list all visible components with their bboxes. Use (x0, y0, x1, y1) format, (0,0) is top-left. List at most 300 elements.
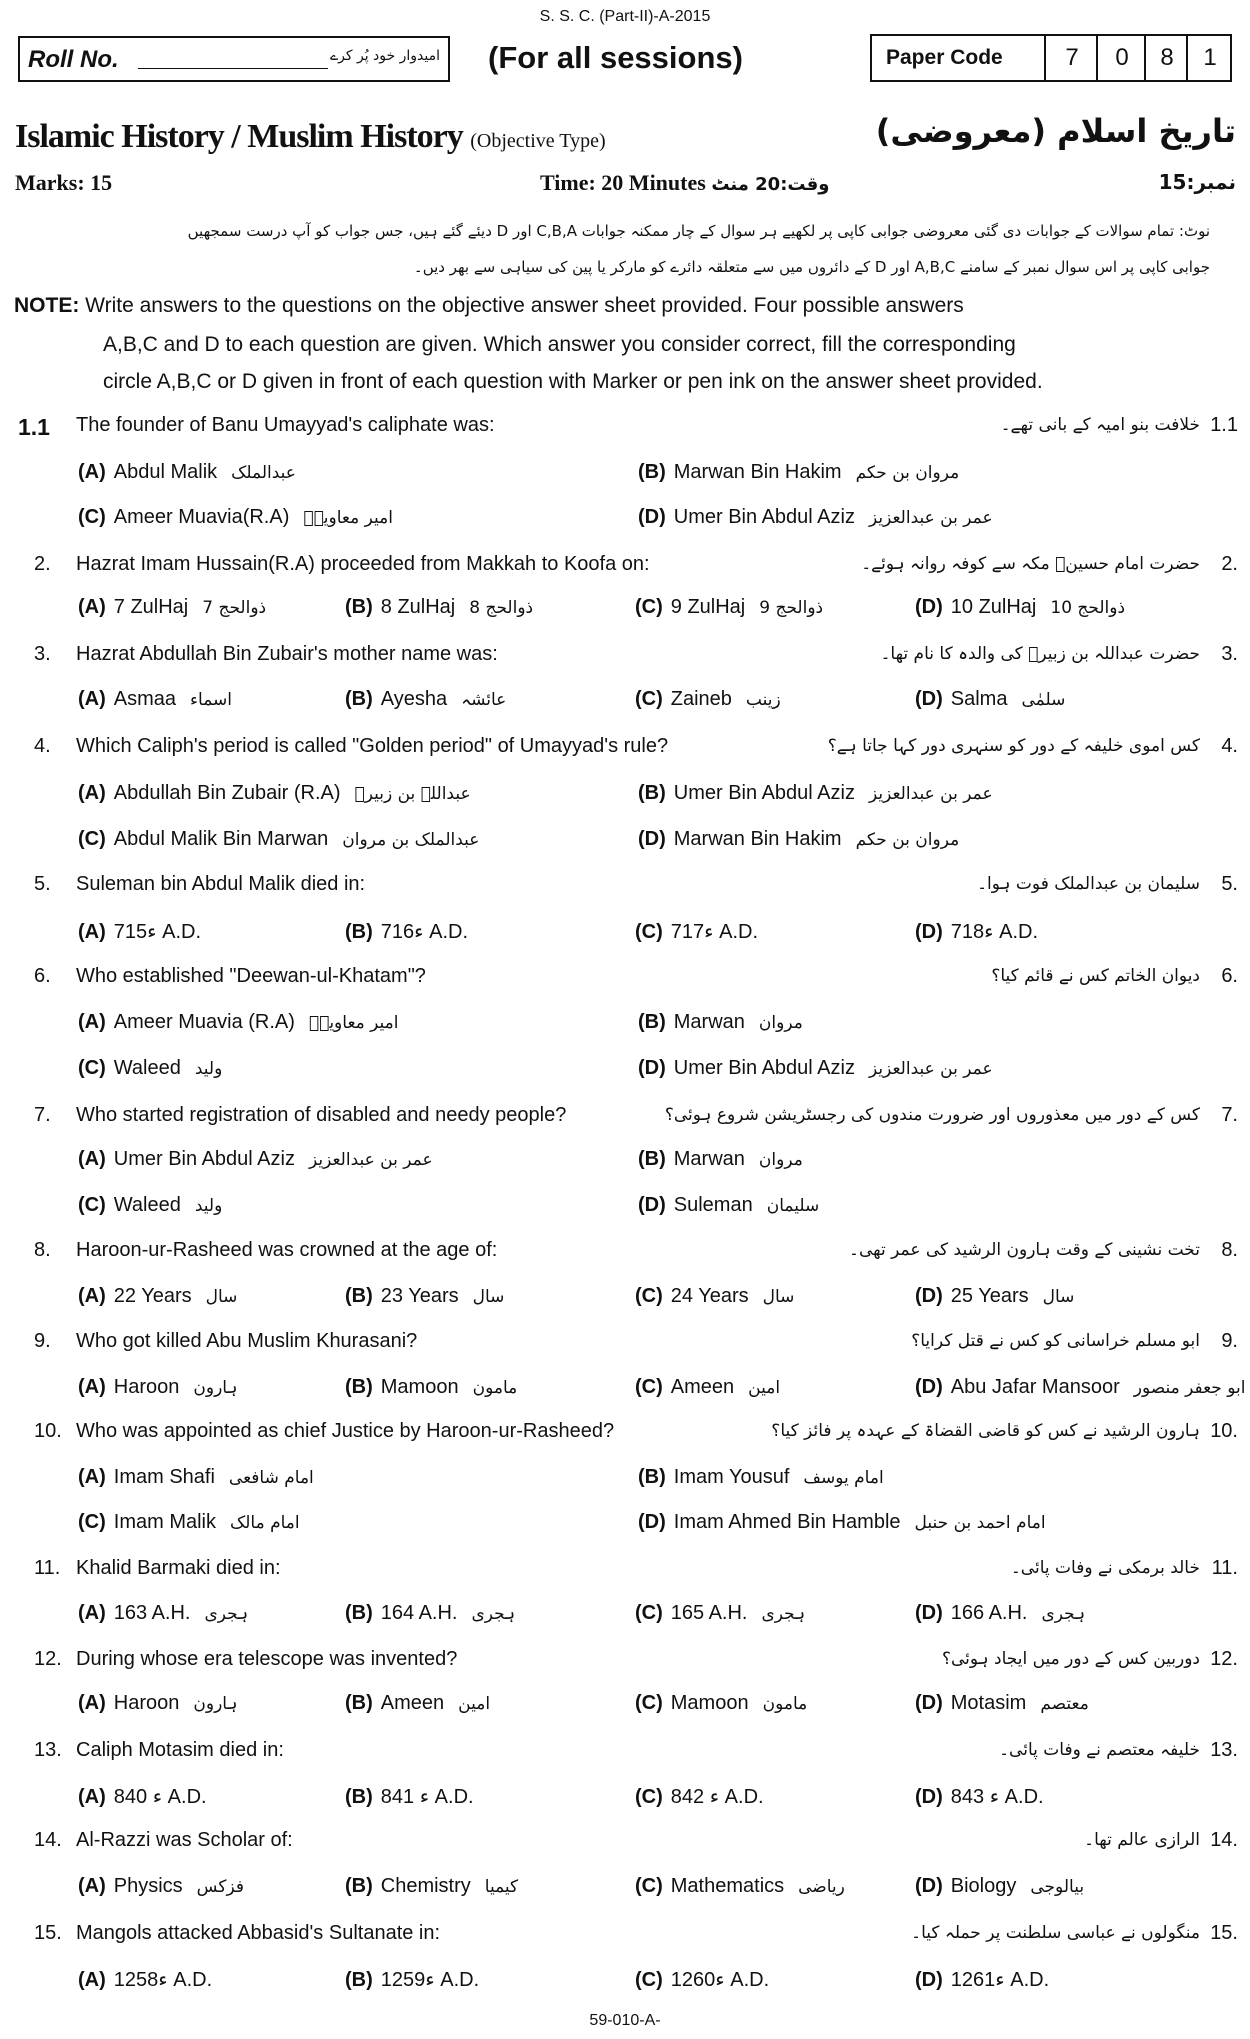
time-urdu: وقت:20 منٹ (711, 174, 830, 195)
option-letter: (A) (78, 1148, 106, 1170)
option-letter: (B) (345, 1875, 373, 1897)
option-urdu: مامون (762, 1694, 808, 1714)
question-number-urdu-side: 7. (1221, 1104, 1238, 1126)
question-urdu: حضرت امام حسینؓ مکہ سے کوفہ روانہ ہوئے۔ (861, 554, 1200, 574)
option-urdu: فزکس (196, 1877, 244, 1897)
option-urdu: امام احمد بن حنبل (914, 1513, 1046, 1533)
option-letter: (D) (915, 1692, 943, 1714)
answer-option[interactable] (915, 1692, 1089, 1715)
question-number-urdu-side: 5. (1221, 873, 1238, 895)
instruction-urdu-line-2: جوابی کاپی پر اس سوال نمبر کے سامنے A,B,C اور D کے دائروں میں سے متعلقہ دائرے کو مارکر یا پین کی سیاہی سے بھر دیں۔ (413, 258, 1210, 276)
footer-code: 59-010-A- (589, 2012, 661, 2029)
roll-number-label: Roll No. (28, 46, 119, 73)
answer-option[interactable] (638, 461, 959, 484)
option-letter: (A) (78, 1969, 106, 1991)
question-number: 15. (34, 1922, 62, 1944)
option-text: 24 Years (670, 1285, 749, 1307)
answer-option[interactable] (345, 1784, 474, 1809)
answer-option[interactable] (78, 1285, 237, 1308)
option-letter: (C) (635, 596, 663, 618)
option-letter: (B) (345, 1285, 373, 1307)
option-text: 164 A.H. (380, 1602, 458, 1624)
option-letter: (B) (345, 1969, 373, 1991)
question-urdu: خلیفہ معتصم نے وفات پائی۔ (999, 1740, 1200, 1760)
answer-option[interactable] (78, 1466, 314, 1489)
note-label: NOTE: (14, 294, 80, 317)
answer-option[interactable] (345, 1376, 517, 1399)
answer-option[interactable] (915, 1875, 1084, 1898)
option-urdu: ولید (194, 1196, 223, 1216)
question-number-urdu-side: 15. (1210, 1922, 1238, 1944)
option-text: 9 ZulHaj (670, 596, 746, 618)
option-text: Salma (950, 688, 1008, 710)
answer-option[interactable] (78, 1057, 222, 1080)
option-text: Ameer Muavia (R.A) (113, 1011, 295, 1033)
note-text-1: Write answers to the questions on the objective answer sheet provided. Four possible answers (85, 294, 964, 317)
option-letter: (C) (635, 1285, 663, 1307)
option-text: Abdul Malik Bin Marwan (113, 828, 329, 850)
answer-option[interactable] (345, 1602, 515, 1625)
question-number: 3. (34, 643, 51, 665)
answer-option[interactable] (635, 1692, 807, 1715)
question-text: Which Caliph's period is called "Golden period" of Umayyad's rule? (76, 735, 669, 757)
option-letter: (C) (78, 1194, 106, 1216)
objective-type: (Objective Type) (470, 130, 606, 152)
question-urdu: دیوان الخاتم کس نے قائم کیا؟ (991, 966, 1200, 986)
option-urdu: سال (205, 1287, 238, 1307)
answer-option[interactable] (638, 828, 959, 851)
option-urdu: عائشہ (461, 690, 507, 710)
option-text: Chemistry (380, 1875, 471, 1897)
option-letter: (B) (638, 1466, 666, 1488)
option-text: Imam Malik (113, 1511, 216, 1533)
option-urdu: سال (762, 1287, 795, 1307)
option-letter: (B) (638, 1148, 666, 1170)
roll-number-box (18, 36, 450, 82)
option-urdu: عبدالملک (231, 463, 296, 483)
option-urdu: مروان بن حکم (855, 830, 960, 850)
option-text: ء1261 A.D. (950, 1969, 1050, 1991)
paper-code-digit: 0 (1096, 36, 1146, 80)
answer-option[interactable] (638, 506, 993, 529)
note-line-3: circle A,B,C or D given in front of each question with Marker or pen ink on the answer sheet provided. (103, 370, 1043, 393)
answer-option[interactable] (78, 596, 266, 619)
option-text: Haroon (113, 1376, 180, 1398)
option-urdu: امام یوسف (803, 1468, 884, 1488)
option-letter: (A) (78, 688, 106, 710)
option-urdu: امام شافعی (228, 1468, 314, 1488)
option-text: 163 A.H. (113, 1602, 191, 1624)
question-number-urdu-side: 6. (1221, 965, 1238, 987)
answer-option[interactable] (638, 1511, 1046, 1534)
answer-option[interactable] (78, 688, 232, 711)
answer-option[interactable] (635, 1285, 794, 1308)
answer-option[interactable] (78, 1602, 248, 1625)
answer-option[interactable] (345, 1692, 490, 1715)
option-letter: (B) (638, 782, 666, 804)
option-letter: (C) (635, 1602, 663, 1624)
answer-option[interactable] (345, 1285, 504, 1308)
question-number: 9. (34, 1330, 51, 1352)
question-number-urdu-side: 11. (1211, 1557, 1238, 1579)
question-urdu: ہارون الرشید نے کس کو قاضی القضاۃ کے عہدہ پر فائز کیا؟ (771, 1421, 1200, 1441)
option-text: 165 A.H. (670, 1602, 748, 1624)
option-text: Physics (113, 1875, 183, 1897)
option-letter: (A) (78, 461, 106, 483)
paper-code-digit: 7 (1044, 36, 1098, 80)
question-number: 8. (34, 1239, 51, 1261)
question-number-urdu-side: 2. (1221, 553, 1238, 575)
option-letter: (D) (915, 921, 943, 943)
option-text: Mamoon (670, 1692, 749, 1714)
question-text: Al-Razzi was Scholar of: (76, 1829, 293, 1851)
option-letter: (A) (78, 1602, 106, 1624)
answer-option[interactable] (638, 1194, 819, 1217)
option-letter: (C) (78, 1057, 106, 1079)
option-urdu: مروان (758, 1013, 803, 1033)
question-number-urdu-side: 8. (1221, 1239, 1238, 1261)
option-text: Umer Bin Abdul Aziz (673, 506, 855, 528)
answer-option[interactable] (635, 1602, 805, 1625)
option-letter: (C) (78, 506, 106, 528)
time-english: Time: 20 Minutes (540, 170, 706, 195)
option-urdu: 8 ذوالحج (469, 598, 534, 618)
answer-option[interactable] (78, 1194, 222, 1217)
answer-option[interactable] (78, 828, 479, 851)
option-letter: (B) (345, 596, 373, 618)
question-number: 7. (34, 1104, 51, 1126)
option-letter: (C) (635, 1875, 663, 1897)
question-number: 10. (34, 1420, 62, 1442)
paper-title (15, 118, 606, 156)
answer-option[interactable] (78, 506, 393, 529)
option-letter: (D) (915, 1969, 943, 1991)
question-text: Mangols attacked Abbasid's Sultanate in: (76, 1922, 441, 1944)
question-number-urdu-side: 9. (1221, 1330, 1238, 1352)
paper-code-digit: 1 (1186, 36, 1232, 80)
option-letter: (C) (635, 1969, 663, 1991)
marks: Marks: 15 (15, 170, 113, 195)
option-urdu: کیمیا (484, 1877, 519, 1897)
question-text: Who was appointed as chief Justice by Haroon-ur-Rasheed? (76, 1420, 615, 1442)
option-urdu: ہجری (204, 1604, 249, 1624)
option-text: Umer Bin Abdul Aziz (113, 1148, 295, 1170)
option-urdu: سلمٰی (1021, 690, 1066, 710)
question-text: Who started registration of disabled and needy people? (76, 1104, 567, 1126)
answer-option[interactable] (915, 1285, 1074, 1308)
option-urdu: عمر بن عبدالعزیز (868, 1059, 993, 1079)
option-letter: (A) (78, 921, 106, 943)
answer-option[interactable] (345, 1967, 479, 1992)
answer-option[interactable] (915, 1602, 1085, 1625)
question-text: Caliph Motasim died in: (76, 1739, 284, 1761)
option-text: ء 840 A.D. (113, 1786, 207, 1808)
option-letter: (A) (78, 596, 106, 618)
option-letter: (C) (78, 1511, 106, 1533)
question-urdu: الرازی عالم تھا۔ (1084, 1830, 1200, 1850)
option-letter: (B) (345, 1376, 373, 1398)
subject-title: Islamic History / Muslim History (15, 118, 463, 155)
option-text: Umer Bin Abdul Aziz (673, 1057, 855, 1079)
option-urdu: ہارون (193, 1378, 238, 1398)
answer-option[interactable] (345, 596, 533, 619)
answer-option[interactable] (635, 1784, 764, 1809)
option-urdu: 10 ذوالحج (1050, 598, 1126, 618)
answer-option[interactable] (915, 1376, 1245, 1399)
question-text: During whose era telescope was invented? (76, 1648, 458, 1670)
answer-option[interactable] (345, 919, 468, 944)
option-text: Mamoon (380, 1376, 459, 1398)
roll-number-field[interactable] (138, 68, 328, 69)
option-text: ء715 A.D. (113, 921, 201, 943)
question-urdu: منگولوں نے عباسی سلطنت پر حملہ کیا۔ (911, 1923, 1200, 1943)
answer-option[interactable] (345, 688, 506, 711)
option-urdu: ولید (194, 1059, 223, 1079)
option-text: 22 Years (113, 1285, 192, 1307)
answer-option[interactable] (78, 461, 296, 484)
option-text: 8 ZulHaj (380, 596, 456, 618)
option-urdu: ہارون (193, 1694, 238, 1714)
question-number-urdu-side: 13. (1210, 1739, 1238, 1761)
question-number: 2. (34, 553, 51, 575)
option-letter: (A) (78, 1692, 106, 1714)
question-number: 13. (34, 1739, 62, 1761)
question-number: 1.1 (18, 414, 50, 440)
option-text: ء 841 A.D. (380, 1786, 474, 1808)
option-letter: (D) (915, 1376, 943, 1398)
option-letter: (D) (915, 1786, 943, 1808)
question-number: 5. (34, 873, 51, 895)
option-urdu: زینب (745, 690, 781, 710)
option-text: ء1260 A.D. (670, 1969, 770, 1991)
exam-header: S. S. C. (Part-II)-A-2015 (539, 8, 711, 25)
option-letter: (D) (638, 1194, 666, 1216)
option-letter: (D) (915, 1285, 943, 1307)
roll-number-urdu: امیدوار خود پُر کرے (329, 48, 440, 64)
option-text: Motasim (950, 1692, 1027, 1714)
question-text: Who established "Deewan-ul-Khatam"? (76, 965, 426, 987)
question-number-urdu-side: 12. (1210, 1648, 1238, 1670)
option-urdu: عبدالملک بن مروان (342, 830, 480, 850)
answer-option[interactable] (78, 1011, 399, 1034)
marks-urdu: نمبر:15 (1158, 170, 1236, 194)
question-number: 14. (34, 1829, 62, 1851)
option-text: Ayesha (380, 688, 448, 710)
time (540, 170, 829, 196)
option-text: Suleman (673, 1194, 753, 1216)
option-urdu: امیر معاویہؓ (303, 508, 393, 528)
option-urdu: مامون (472, 1378, 518, 1398)
option-letter: (C) (635, 1692, 663, 1714)
option-letter: (D) (638, 506, 666, 528)
question-number-urdu-side: 14. (1210, 1829, 1238, 1851)
answer-option[interactable] (78, 1967, 212, 1992)
question-urdu: کس کے دور میں معذوروں اور ضرورت مندوں کی رجسٹریشن شروع ہوئی؟ (664, 1105, 1200, 1125)
answer-option[interactable] (638, 782, 993, 805)
option-text: 166 A.H. (950, 1602, 1028, 1624)
answer-option[interactable] (915, 596, 1125, 619)
answer-option[interactable] (638, 1057, 993, 1080)
option-letter: (A) (78, 1786, 106, 1808)
question-text: Khalid Barmaki died in: (76, 1557, 281, 1579)
answer-option[interactable] (635, 1967, 769, 1992)
option-text: Imam Yousuf (673, 1466, 790, 1488)
option-letter: (A) (78, 1875, 106, 1897)
option-text: Marwan (673, 1011, 745, 1033)
question-number-urdu-side: 3. (1221, 643, 1238, 665)
option-text: Ameen (380, 1692, 445, 1714)
option-text: Waleed (113, 1194, 181, 1216)
option-text: Mathematics (670, 1875, 785, 1897)
answer-option[interactable] (635, 688, 781, 711)
option-letter: (D) (915, 688, 943, 710)
option-urdu: امیر معاویہؓ (308, 1013, 399, 1033)
option-text: 23 Years (380, 1285, 459, 1307)
answer-option[interactable] (78, 1148, 433, 1171)
option-urdu: سلیمان (766, 1196, 820, 1216)
question-urdu: خلافت بنو امیہ کے بانی تھے۔ (1000, 415, 1200, 435)
option-letter: (C) (635, 1786, 663, 1808)
option-text: 7 ZulHaj (113, 596, 189, 618)
option-letter: (B) (638, 1011, 666, 1033)
option-urdu: بیالوجی (1030, 1877, 1085, 1897)
option-text: Marwan Bin Hakim (673, 461, 842, 483)
option-text: Marwan (673, 1148, 745, 1170)
option-letter: (B) (345, 1786, 373, 1808)
answer-option[interactable] (78, 1376, 237, 1399)
answer-option[interactable] (915, 919, 1038, 944)
answer-option[interactable] (78, 782, 471, 805)
option-letter: (D) (915, 1875, 943, 1897)
question-urdu: سلیمان بن عبدالملک فوت ہوا۔ (977, 874, 1200, 894)
option-urdu: عمر بن عبدالعزیز (308, 1150, 433, 1170)
option-text: Abdullah Bin Zubair (R.A) (113, 782, 341, 804)
option-letter: (C) (635, 688, 663, 710)
option-text: ء1259 A.D. (380, 1969, 480, 1991)
option-urdu: امین (458, 1694, 491, 1714)
paper-code-digit: 8 (1144, 36, 1188, 80)
option-letter: (A) (78, 782, 106, 804)
option-text: Ameer Muavia(R.A) (113, 506, 290, 528)
option-text: Abdul Malik (113, 461, 218, 483)
answer-option[interactable] (635, 919, 758, 944)
option-letter: (D) (915, 596, 943, 618)
option-text: Asmaa (113, 688, 177, 710)
question-urdu: کس اموی خلیفہ کے دور کو سنہری دور کہا جاتا ہے؟ (827, 736, 1200, 756)
option-urdu: معتصم (1040, 1694, 1089, 1714)
question-text: Haroon-ur-Rasheed was crowned at the age of: (76, 1239, 498, 1261)
option-urdu: عبداللہ بن زبیرؓ (354, 784, 471, 804)
option-text: Waleed (113, 1057, 181, 1079)
question-text: Who got killed Abu Muslim Khurasani? (76, 1330, 418, 1352)
option-text: 10 ZulHaj (950, 596, 1037, 618)
option-urdu: مروان (758, 1150, 803, 1170)
answer-option[interactable] (915, 1967, 1049, 1992)
answer-option[interactable] (635, 1875, 845, 1898)
option-letter: (C) (78, 828, 106, 850)
question-text: Hazrat Abdullah Bin Zubair's mother name was: (76, 643, 498, 665)
answer-option[interactable] (638, 1011, 803, 1034)
option-urdu: ہجری (471, 1604, 516, 1624)
option-text: Haroon (113, 1692, 180, 1714)
question-number: 6. (34, 965, 51, 987)
note-line-2: A,B,C and D to each question are given. Which answer you consider correct, fill the corresponding (103, 333, 1016, 356)
option-letter: (B) (345, 688, 373, 710)
option-text: Imam Shafi (113, 1466, 215, 1488)
answer-option[interactable] (638, 1466, 884, 1489)
option-urdu: ابو جعفر منصور (1133, 1378, 1246, 1398)
answer-option[interactable] (635, 596, 823, 619)
note-line-1 (14, 294, 964, 318)
answer-option[interactable] (78, 919, 201, 944)
option-text: 25 Years (950, 1285, 1029, 1307)
question-number: 11. (34, 1557, 61, 1579)
answer-option[interactable] (635, 1376, 780, 1399)
instruction-urdu-line-1: نوٹ: تمام سوالات کے جوابات دی گئی معروضی جوابی کاپی پر لکھیے ہر سوال کے چار ممکنہ جوابات C,B,A اور D دیئے گئے ہیں، جس جواب کو آپ درست سمجھیں (187, 222, 1210, 240)
answer-option[interactable] (345, 1875, 518, 1898)
option-text: Biology (950, 1875, 1017, 1897)
option-urdu: عمر بن عبدالعزیز (868, 784, 993, 804)
question-urdu: دوربین کس کے دور میں ایجاد ہوئی؟ (941, 1649, 1200, 1669)
option-text: ء 842 A.D. (670, 1786, 764, 1808)
option-urdu: 9 ذوالحج (759, 598, 824, 618)
option-urdu: سال (472, 1287, 505, 1307)
option-letter: (D) (638, 828, 666, 850)
option-text: ء718 A.D. (950, 921, 1038, 943)
question-urdu: حضرت عبداللہ بن زبیرؓ کی والدہ کا نام تھا۔ (880, 644, 1200, 664)
option-letter: (B) (345, 921, 373, 943)
option-letter: (B) (345, 1692, 373, 1714)
paper-title-urdu: تاریخ اسلام (معروضی) (875, 112, 1236, 150)
option-text: Imam Ahmed Bin Hamble (673, 1511, 901, 1533)
option-letter: (A) (78, 1285, 106, 1307)
question-urdu: تخت نشینی کے وقت ہارون الرشید کی عمر تھی۔ (849, 1240, 1200, 1260)
option-text: ء716 A.D. (380, 921, 468, 943)
option-text: Zaineb (670, 688, 732, 710)
answer-option[interactable] (78, 1511, 300, 1534)
question-text: Hazrat Imam Hussain(R.A) proceeded from Makkah to Koofa on: (76, 553, 650, 575)
sessions-label: (For all sessions) (488, 40, 743, 75)
answer-option[interactable] (915, 688, 1065, 711)
option-letter: (A) (78, 1466, 106, 1488)
answer-option[interactable] (638, 1148, 803, 1171)
question-urdu: خالد برمکی نے وفات پائی۔ (1010, 1558, 1200, 1578)
answer-option[interactable] (78, 1875, 244, 1898)
option-letter: (A) (78, 1376, 106, 1398)
option-urdu: سال (1042, 1287, 1075, 1307)
paper-code-box (870, 34, 1232, 82)
option-text: ء717 A.D. (670, 921, 758, 943)
option-urdu: اسماء (190, 690, 232, 710)
option-text: Umer Bin Abdul Aziz (673, 782, 855, 804)
option-letter: (D) (638, 1057, 666, 1079)
question-text: The founder of Banu Umayyad's caliphate was: (76, 414, 495, 436)
answer-option[interactable] (78, 1692, 237, 1715)
option-text: Marwan Bin Hakim (673, 828, 842, 850)
question-number-urdu-side: 4. (1221, 735, 1238, 757)
answer-option[interactable] (78, 1784, 207, 1809)
option-letter: (B) (638, 461, 666, 483)
answer-option[interactable] (915, 1784, 1044, 1809)
question-number-urdu-side: 1.1 (1210, 414, 1238, 436)
option-letter: (D) (638, 1511, 666, 1533)
question-urdu: ابو مسلم خراسانی کو کس نے قتل کرایا؟ (911, 1331, 1200, 1351)
option-urdu: ہجری (1041, 1604, 1086, 1624)
option-urdu: ہجری (761, 1604, 806, 1624)
option-urdu: ریاضی (798, 1877, 845, 1897)
option-letter: (C) (635, 1376, 663, 1398)
option-text: ء 843 A.D. (950, 1786, 1044, 1808)
